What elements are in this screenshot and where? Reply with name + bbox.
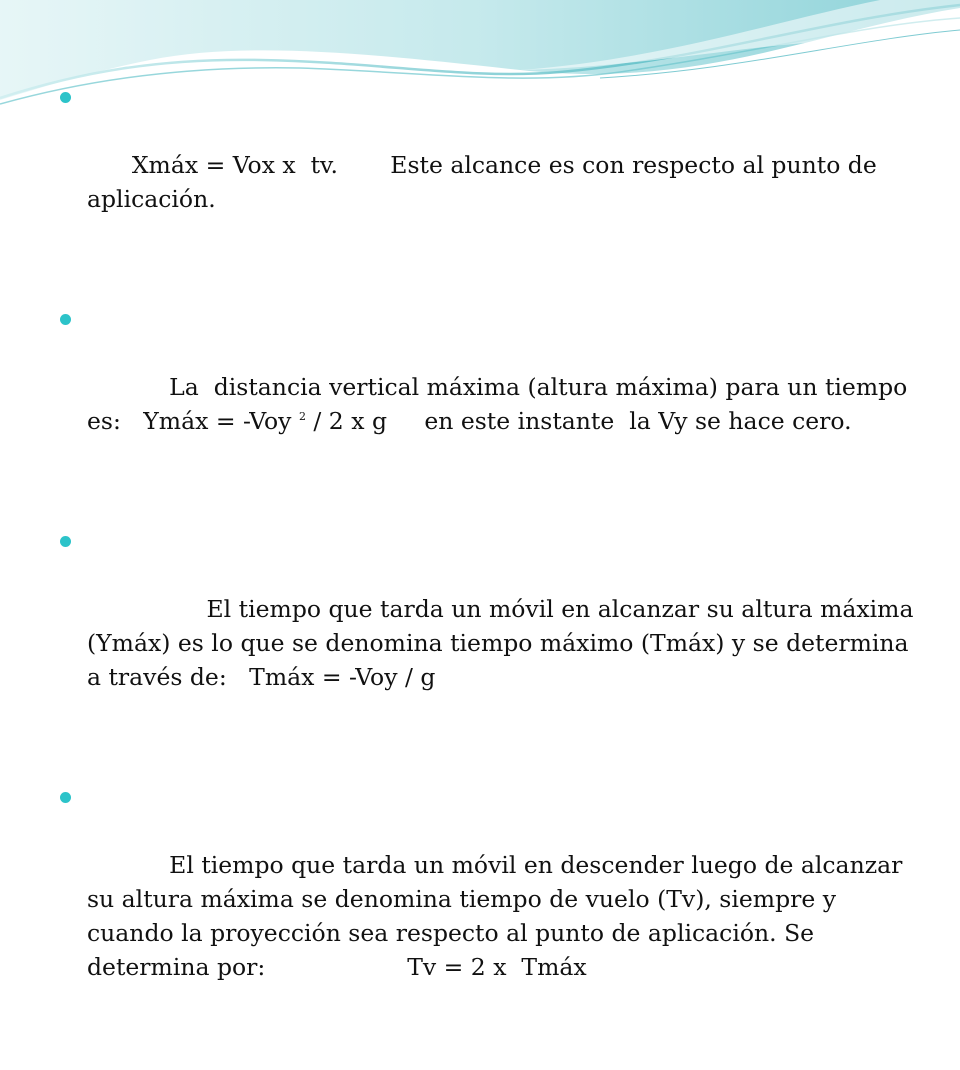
- bullet-text: El tiempo que tarda un móvil en descender luego de alcanzar su altura máxima se denomina tiempo de vuelo (Tv), siempre y cuando la proyección sea respecto al punto de aplicación. Se determina por: Tv = 2 x Tmáx: [87, 851, 910, 981]
- bullet-text-end: / 2 x g en este instante la Vy se hace cero.: [305, 407, 852, 435]
- bullet-text: Xmáx = Vox x tv. Este alcance es con respecto al punto de aplicación.: [87, 151, 885, 213]
- bullet-dot-icon: [60, 536, 71, 547]
- bullet-list: [60, 80, 920, 1070]
- bullet-dot-icon: [60, 314, 71, 325]
- bullet-item-max-time: [60, 524, 920, 728]
- bullet-dot-icon: [60, 92, 71, 103]
- bullet-text: El tiempo que tarda un móvil en alcanzar su altura máxima (Ymáx) es lo que se denomina tiempo máximo (Tmáx) y se determina a través de: Tmáx = -Voy / g: [87, 595, 921, 691]
- exponent: 2: [298, 410, 306, 424]
- bullet-dot-icon: [60, 792, 71, 803]
- bullet-item-flight-time: [60, 780, 920, 1018]
- bullet-item-max-range: [60, 80, 920, 250]
- bullet-item-max-height: [60, 302, 920, 472]
- bullet-text-start: La distancia vertical máxima (altura máxima) para un tiempo es: Ymáx = -Voy: [87, 373, 915, 435]
